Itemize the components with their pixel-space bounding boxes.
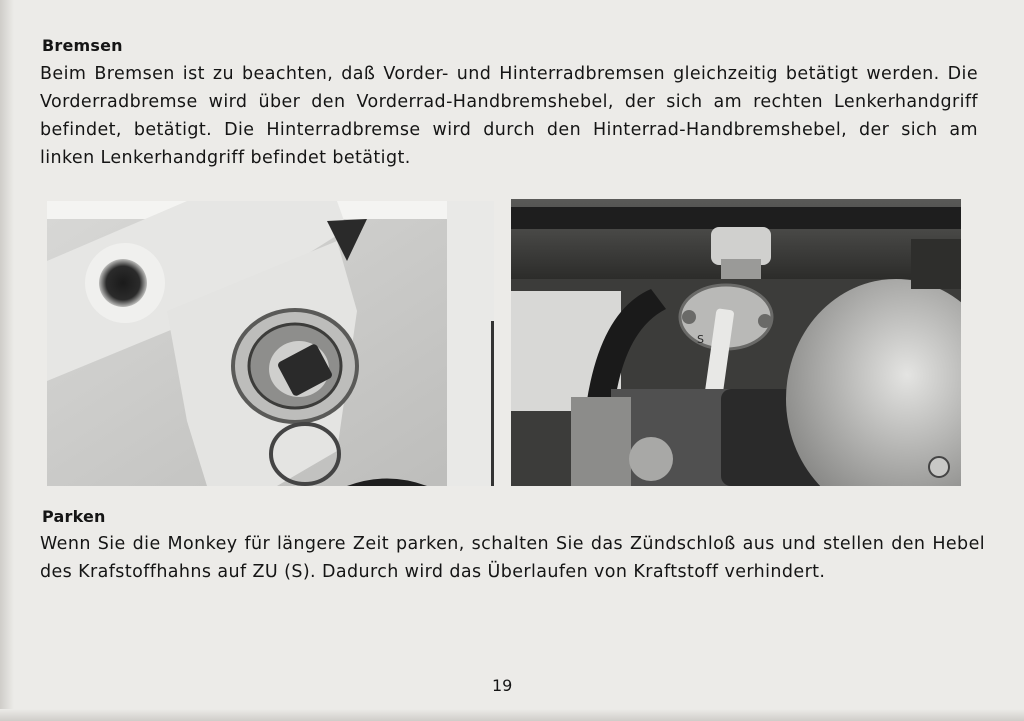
page-edge bbox=[0, 0, 14, 721]
ignition-switch-photo bbox=[47, 201, 494, 486]
valve-position-label: S bbox=[697, 333, 704, 346]
page-number: 19 bbox=[492, 676, 513, 695]
page-edge-bottom bbox=[0, 709, 1024, 721]
fuel-valve-photo bbox=[511, 199, 961, 486]
section-text-parken: Wenn Sie die Monkey für längere Zeit parken, schalten Sie das Zündschloß aus und stellen den Hebel des Krafstoffhahns auf ZU (S). Dadurch wird das Überlaufen von Kraftstoff verhindert. bbox=[40, 534, 985, 582]
section-heading-bremsen: Bremsen bbox=[42, 36, 123, 55]
section-heading-parken: Parken bbox=[42, 507, 106, 526]
section-text-bremsen: Beim Bremsen ist zu beachten, daß Vorder- und Hinterradbremsen gleichzeitig betätigt werden. Die Vorderradbremse wird über den Vorderrad-Handbremshebel, der sich am rechten Lenkerhandgriff befindet, betätigt. Die Hinterradbremse wird durch den Hinterrad-Handbremshebel, der sich am linken Lenkerhandgriff befindet betätigt. bbox=[40, 64, 978, 168]
